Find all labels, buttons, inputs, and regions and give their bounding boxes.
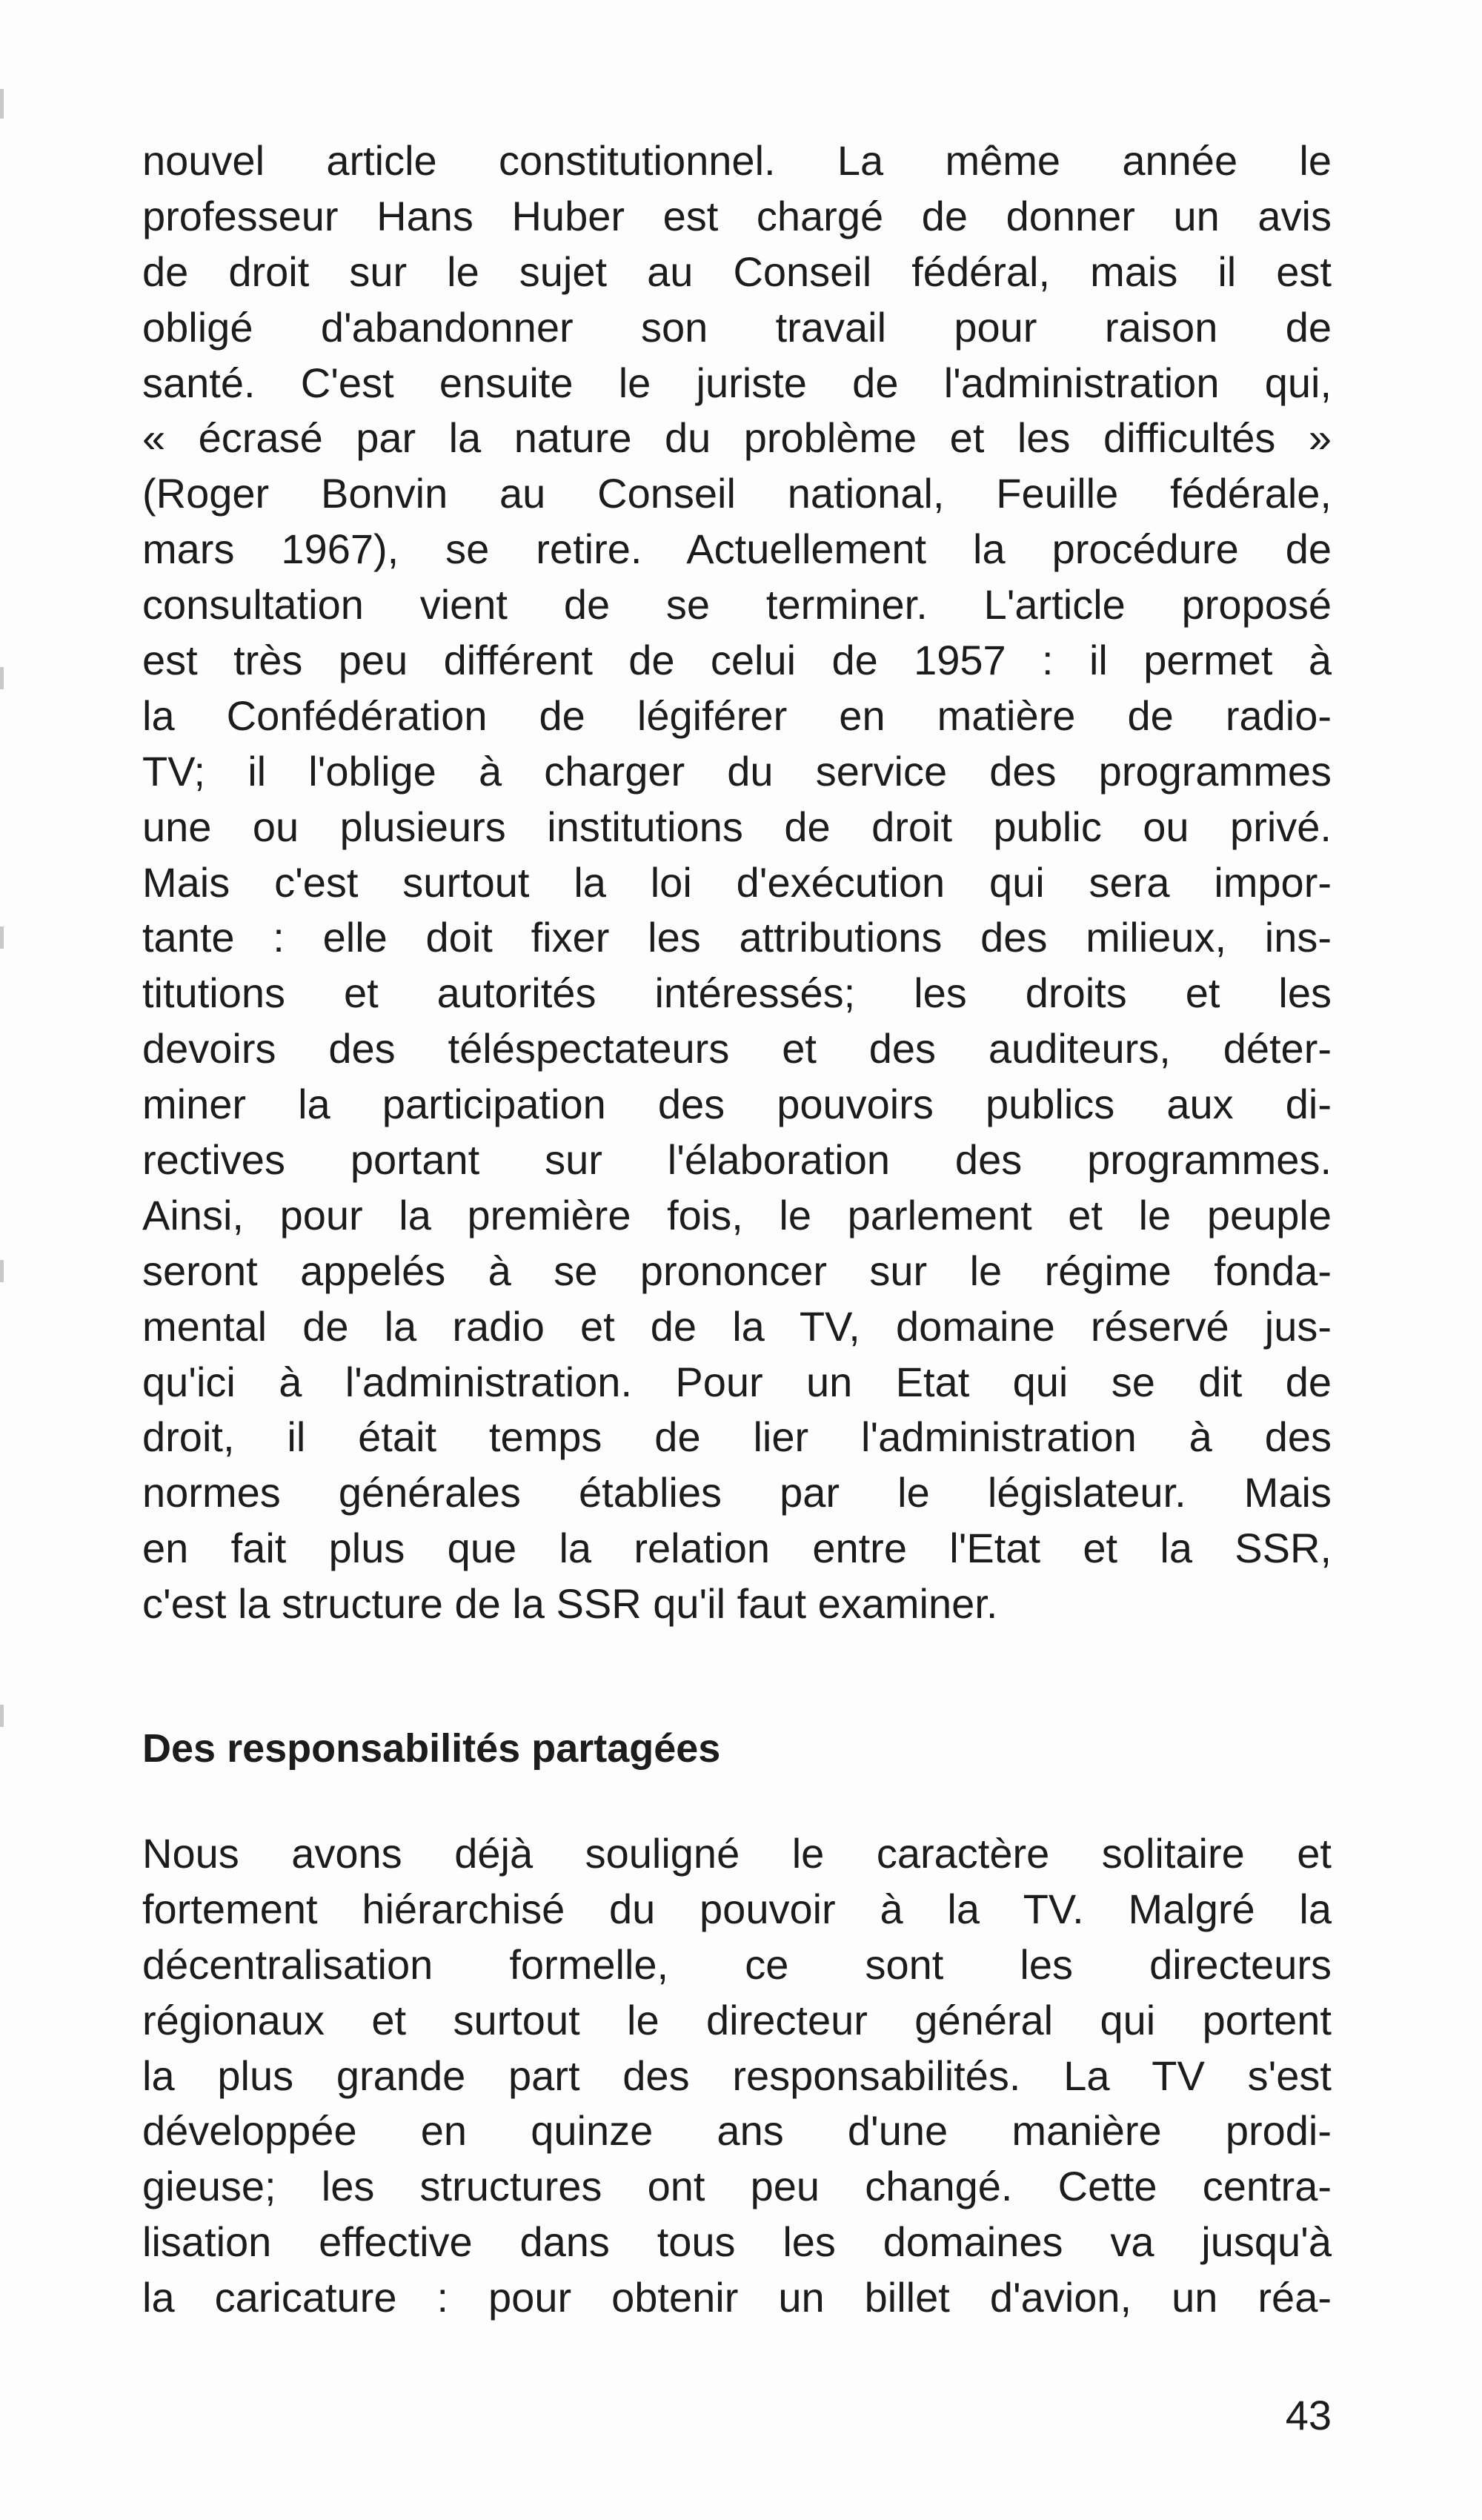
scan-mark [0,1705,4,1727]
text-line: la plus grande part des responsabilités. La TV s'est [142,2052,1332,2099]
section-heading: Des responsabilités partagées [142,1726,721,1771]
text-line: fortement hiérarchisé du pouvoir à la TV. Malgré la [142,1885,1332,1932]
scan-mark [0,1260,4,1282]
text-line: (Roger Bonvin au Conseil national, Feuille fédérale, [142,470,1332,517]
text-line: mental de la radio et de la TV, domaine réservé jus- [142,1302,1332,1350]
text-line: normes générales établies par le législateur. Mais [142,1469,1332,1516]
body-paragraph-2 [142,1826,1332,2326]
scan-mark [0,926,4,949]
text-line: droit, il était temps de lier l'administration à des [142,1413,1332,1461]
scan-mark [0,667,4,689]
text-line: la caricature : pour obtenir un billet d'avion, un réa- [142,2274,1332,2321]
text-line: une ou plusieurs institutions de droit public ou privé. [142,803,1332,850]
text-line: en fait plus que la relation entre l'Etat et la SSR, [142,1525,1332,1572]
text-line: consultation vient de se terminer. L'article proposé [142,581,1332,629]
text-line: rectives portant sur l'élaboration des programmes. [142,1136,1332,1184]
text-line: décentralisation formelle, ce sont les directeurs [142,1940,1332,1988]
text-line: obligé d'abandonner son travail pour raison de [142,303,1332,351]
text-line: « écrasé par la nature du problème et les difficultés » [142,414,1332,462]
text-line: est très peu différent de celui de 1957 : il permet à [142,637,1332,684]
text-line: Mais c'est surtout la loi d'exécution qui sera impor- [142,858,1332,906]
scan-margin-marks [0,0,4,2520]
text-line: Nous avons déjà souligné le caractère solitaire et [142,1830,1332,1877]
text-line: la Confédération de légiférer en matière de radio- [142,692,1332,739]
scan-mark [0,89,4,119]
text-line: mars 1967), se retire. Actuellement la procédure de [142,525,1332,573]
text-line: développée en quinze ans d'une manière prodi- [142,2107,1332,2155]
text-line: de droit sur le sujet au Conseil fédéral, mais il est [142,248,1332,295]
text-line: seront appelés à se prononcer sur le régime fonda- [142,1247,1332,1294]
text-line: tante : elle doit fixer les attributions des milieux, ins- [142,914,1332,961]
text-line: santé. C'est ensuite le juriste de l'administration qui, [142,359,1332,406]
text-line: titutions et autorités intéressés; les droits et les [142,969,1332,1017]
page-number: 43 [1285,2392,1332,2438]
text-line: nouvel article constitutionnel. La même année le [142,137,1332,184]
text-line: c'est la structure de la SSR qu'il faut examiner. [142,1580,998,1628]
text-line: Ainsi, pour la première fois, le parlement et le peuple [142,1191,1332,1239]
text-line: qu'ici à l'administration. Pour un Etat qui se dit de [142,1358,1332,1405]
text-line: miner la participation des pouvoirs publics aux di- [142,1081,1332,1128]
text-line: régionaux et surtout le directeur général qui portent [142,1996,1332,2043]
body-paragraph-1 [142,133,1332,1632]
text-line: gieuse; les structures ont peu changé. Cette centra- [142,2163,1332,2210]
text-line: TV; il l'oblige à charger du service des programmes [142,747,1332,795]
text-line: professeur Hans Huber est chargé de donner un avis [142,192,1332,239]
text-line: devoirs des téléspectateurs et des auditeurs, déter- [142,1025,1332,1072]
text-line: lisation effective dans tous les domaines va jusqu'à [142,2218,1332,2266]
